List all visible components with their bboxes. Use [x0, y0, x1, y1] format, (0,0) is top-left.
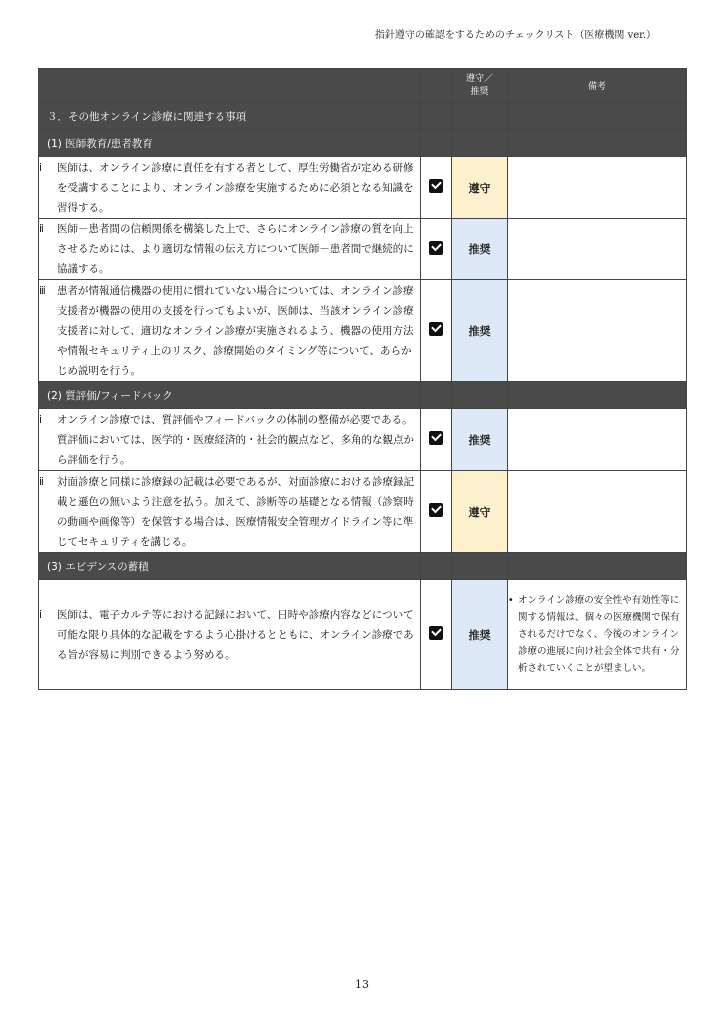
checked-checkbox-icon[interactable] — [429, 179, 443, 193]
item-check-cell[interactable] — [421, 219, 452, 280]
item-number: ⅱ — [39, 223, 44, 235]
checked-checkbox-icon[interactable] — [429, 322, 443, 336]
group-blank-cell — [452, 130, 508, 157]
table-header-row — [39, 69, 687, 103]
item-level-recommended: 推奨 — [452, 280, 508, 382]
item-number: ⅰ — [39, 413, 42, 426]
checklist-item-row — [39, 409, 687, 471]
checklist-item-row — [39, 157, 687, 219]
item-note-cell — [508, 580, 687, 690]
item-level-mandatory: 遵守 — [452, 157, 508, 219]
item-text: オンライン診療では、質評価やフィードバックの体制の整備が必要である。質評価においては、医学的・医療経済的・社会的観点など、多角的な観点から評価を行う。 — [57, 413, 414, 466]
item-check-cell[interactable] — [421, 157, 452, 219]
item-text-cell — [39, 580, 421, 690]
column-header-level: 遵守／ 推奨 — [452, 69, 508, 103]
item-number: ⅱ — [39, 475, 44, 488]
section-blank-cell — [452, 103, 508, 130]
group-header-row — [39, 553, 687, 580]
item-text: 患者が情報通信機器の使用に慣れていない場合については、オンライン診療支援者が機器の使用の支援を行ってもよいが、医師は、当該オンライン診療支援者に対して、適切なオンライン診療が実施されるよう、機器の使用方法や情報セキュリティ上のリスク、診療開始のタイミング等について、あらかじめ説明を行う。 — [57, 284, 414, 377]
item-number: ⅲ — [39, 284, 46, 297]
item-text-cell — [39, 280, 421, 382]
group-blank-cell — [421, 130, 452, 157]
header-blank-cell — [39, 69, 421, 103]
item-text: 医師－患者間の信頼関係を構築した上で、さらにオンライン診療の質を向上させるためには、より適切な情報の伝え方について医師－患者間で継続的に協議する。 — [57, 223, 414, 275]
item-level-recommended: 推奨 — [452, 580, 508, 690]
group-blank-cell — [421, 553, 452, 580]
group-blank-cell — [508, 382, 687, 409]
checklist-item-row — [39, 280, 687, 382]
group-header-row — [39, 130, 687, 157]
page-number: 13 — [355, 978, 369, 991]
section-blank-cell — [508, 103, 687, 130]
bullet-icon: • — [508, 595, 514, 606]
group-label: (3) エビデンスの蓄積 — [39, 553, 421, 580]
checked-checkbox-icon[interactable] — [429, 626, 443, 640]
group-header-row — [39, 382, 687, 409]
item-level-mandatory: 遵守 — [452, 471, 508, 553]
item-check-cell[interactable] — [421, 471, 452, 553]
item-check-cell[interactable] — [421, 580, 452, 690]
item-text: 医師は、電子カルテ等における記録において、日時や診療内容などについて可能な限り具体的な記載をするよう心掛けるとともに、オンライン診療である旨が容易に判別できるよう努める。 — [57, 608, 414, 661]
group-blank-cell — [508, 553, 687, 580]
item-number: ⅰ — [39, 161, 42, 174]
checklist-item-row — [39, 580, 687, 690]
item-level-recommended: 推奨 — [452, 409, 508, 471]
checked-checkbox-icon[interactable] — [429, 241, 443, 255]
document-header-title: 指針遵守の確認をするためのチェックリスト（医療機関 ver.） — [374, 30, 656, 41]
checklist-item-row — [39, 471, 687, 553]
item-text: 医師は、オンライン診療に責任を有する者として、厚生労働省が定める研修を受講することにより、オンライン診療を実施するために必須となる知識を習得する。 — [57, 161, 414, 214]
item-level-recommended: 推奨 — [452, 219, 508, 280]
group-blank-cell — [452, 553, 508, 580]
checklist-table — [38, 68, 687, 690]
section-blank-cell — [421, 103, 452, 130]
item-check-cell[interactable] — [421, 280, 452, 382]
group-blank-cell — [421, 382, 452, 409]
item-number: ⅰ — [39, 608, 42, 621]
group-label: (1) 医師教育/患者教育 — [39, 130, 421, 157]
checked-checkbox-icon[interactable] — [429, 503, 443, 517]
item-note-cell — [508, 471, 687, 553]
item-check-cell[interactable] — [421, 409, 452, 471]
item-text: 対面診療と同様に診療録の記載は必要であるが、対面診療における診療録記載と遜色の無いよう注意を払う。加えて、診断等の基礎となる情報（診察時の動画や画像等）を保管する場合は、医療情報安全管理ガイドライン等に準じてセキュリティを講じる。 — [57, 475, 414, 548]
item-note-cell — [508, 219, 687, 280]
item-text-cell — [39, 471, 421, 553]
item-note-cell — [508, 157, 687, 219]
checklist-item-row — [39, 219, 687, 280]
section-title: ３．その他オンライン診療に関連する事項 — [39, 103, 421, 130]
item-text-cell — [39, 157, 421, 219]
item-note-cell — [508, 280, 687, 382]
header-check-cell — [421, 69, 452, 103]
group-blank-cell — [452, 382, 508, 409]
group-blank-cell — [508, 130, 687, 157]
item-text-cell — [39, 409, 421, 471]
column-header-notes: 備考 — [508, 69, 687, 103]
section-title-row — [39, 103, 687, 130]
item-note-text: オンライン診療の安全性や有効性等に関する情報は、個々の医療機関で保有されるだけでなく、今後のオンライン診療の進展に向け社会全体で共有・分析されていくことが望ましい。 — [518, 595, 680, 674]
item-note-cell — [508, 409, 687, 471]
checked-checkbox-icon[interactable] — [429, 431, 443, 445]
item-text-cell — [39, 219, 421, 280]
group-label: (2) 質評価/フィードバック — [39, 382, 421, 409]
